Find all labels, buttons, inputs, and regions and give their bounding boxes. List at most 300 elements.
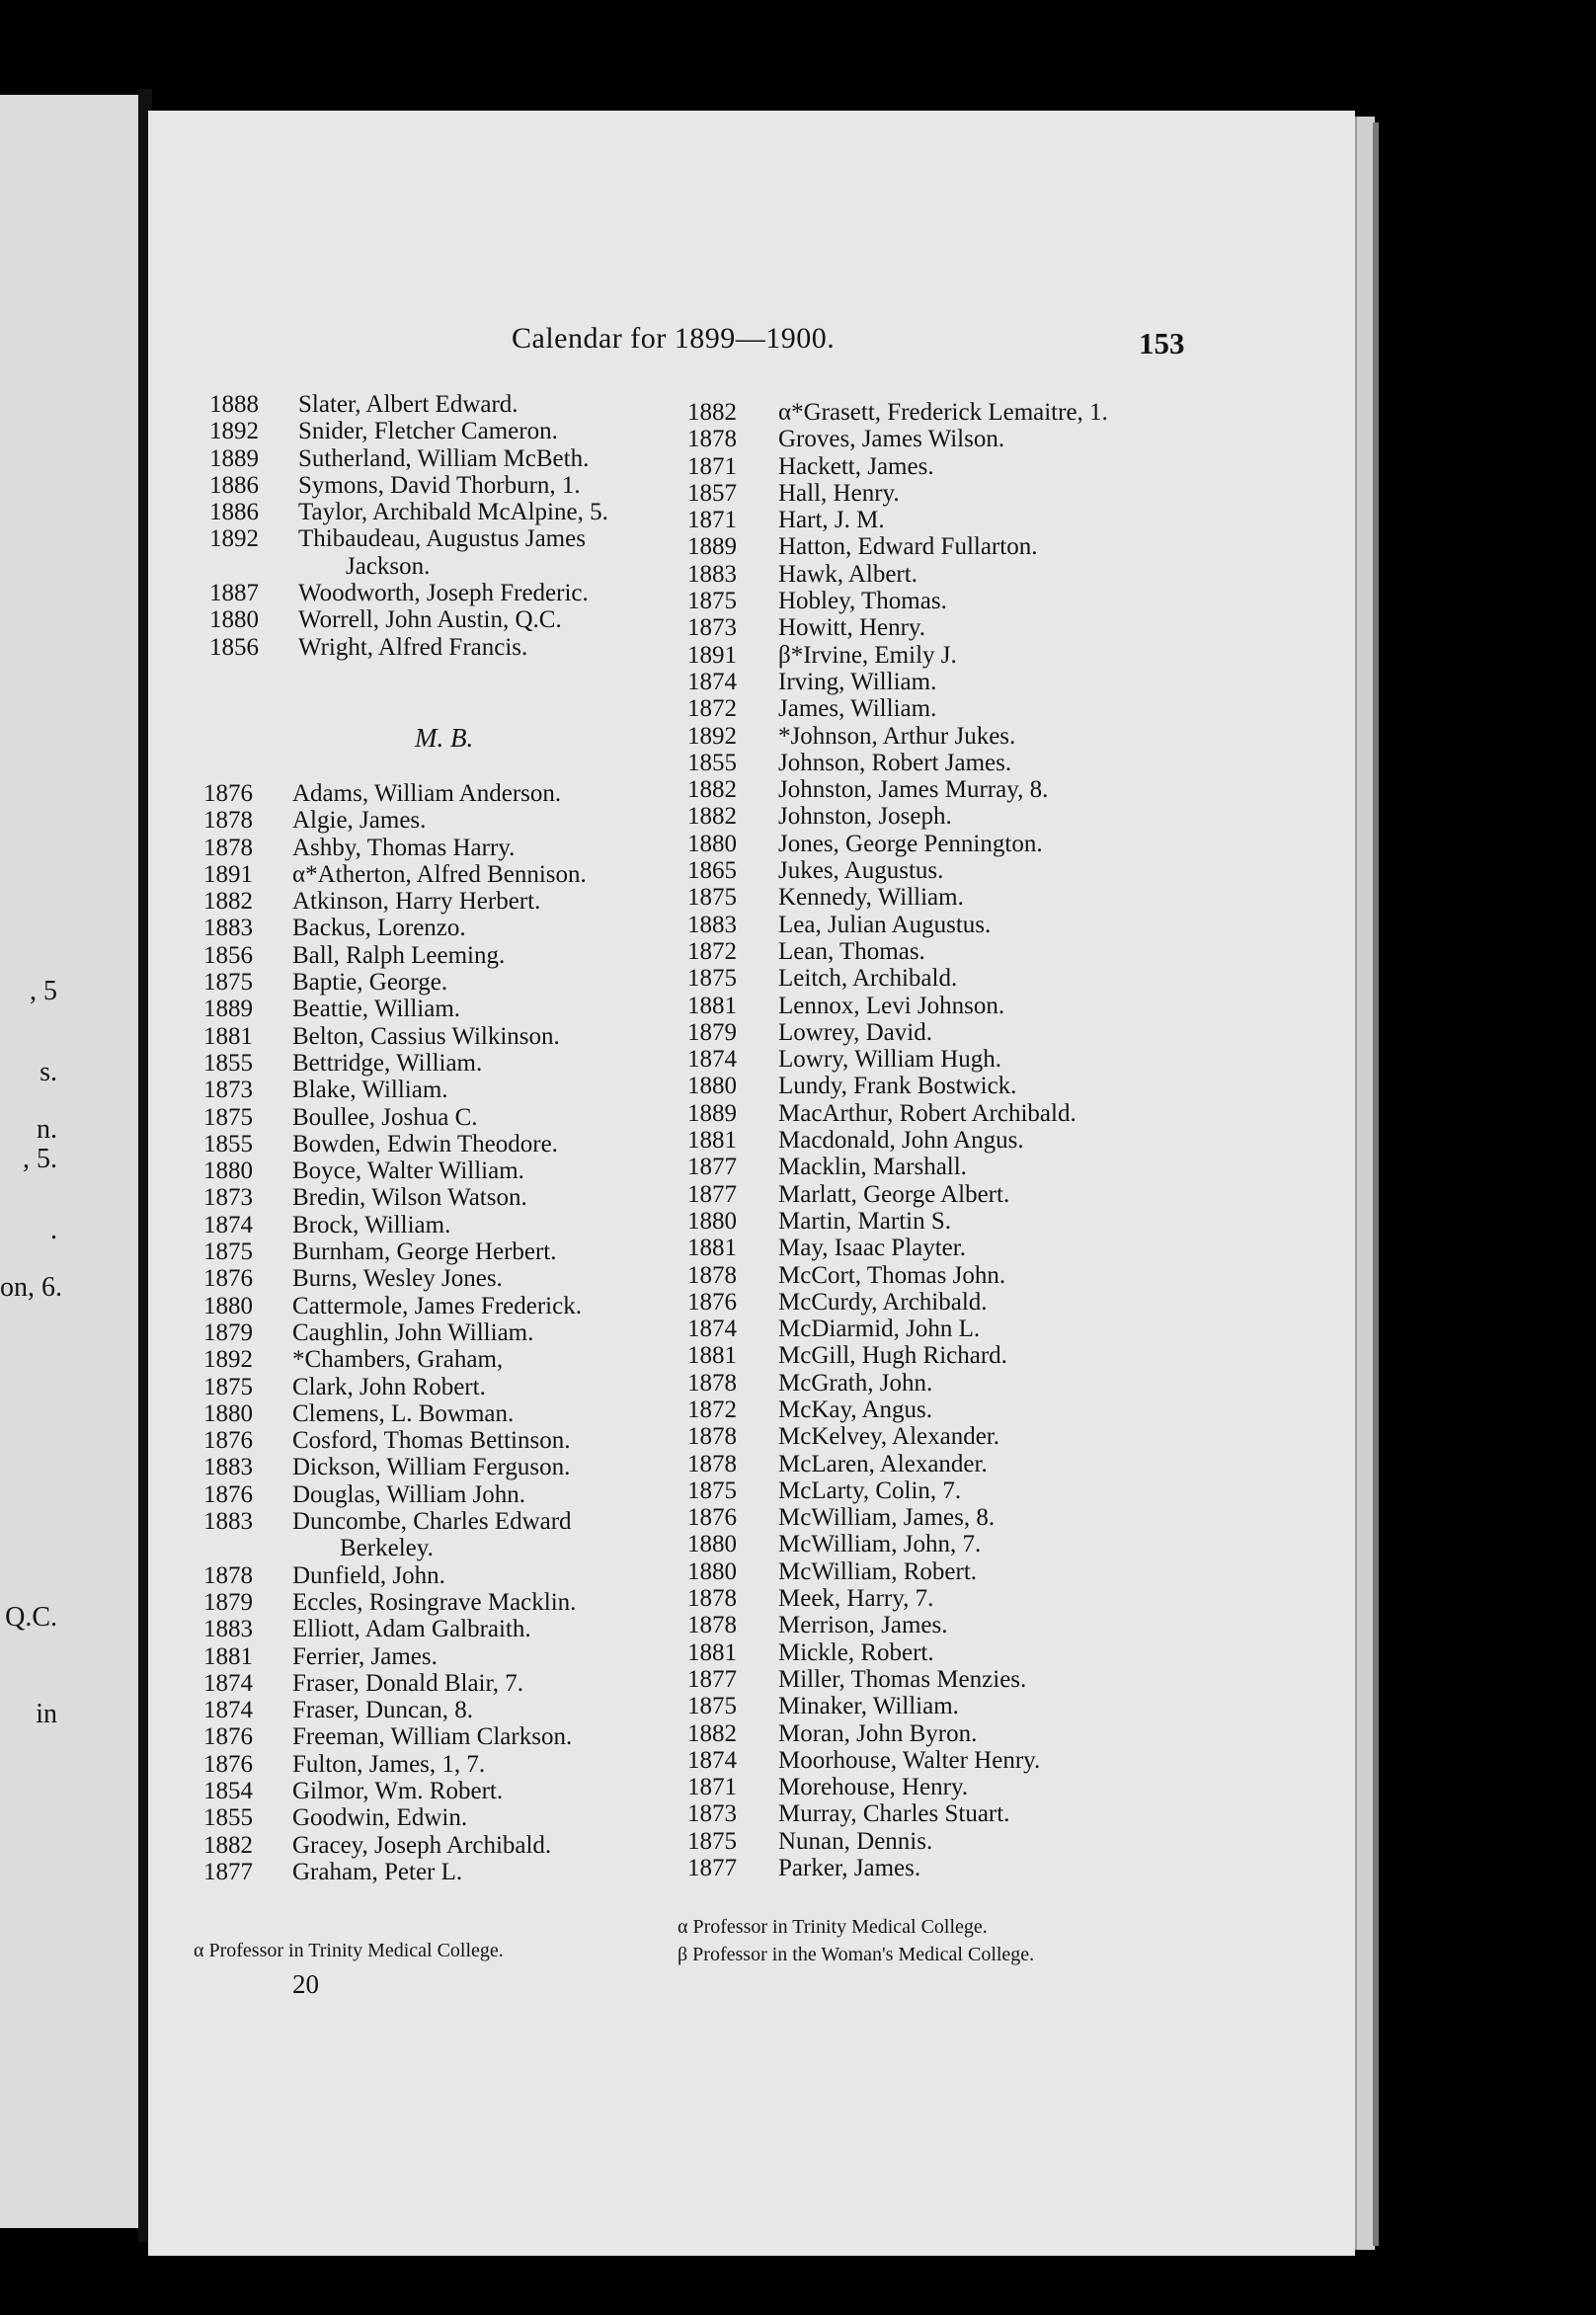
entry-name: Lea, Julian Augustus. — [778, 911, 992, 938]
entry-year: 1873 — [203, 1077, 253, 1104]
entry-year: 1889 — [203, 996, 253, 1023]
list-entry — [687, 938, 1280, 965]
entry-name: α*Grasett, Frederick Lemaitre, 1. — [778, 399, 1108, 426]
entry-name: Baptie, George. — [292, 969, 448, 997]
entry-name: Atkinson, Harry Herbert. — [292, 888, 541, 916]
list-entry — [203, 1616, 717, 1642]
list-entry — [687, 1370, 1280, 1397]
list-entry — [687, 1073, 1280, 1099]
list-entry — [203, 888, 717, 915]
entry-year: 1886 — [209, 499, 259, 526]
entry-year: 1875 — [203, 1373, 253, 1400]
entry-year: 1874 — [687, 1046, 737, 1074]
entry-name: Morehouse, Henry. — [778, 1774, 969, 1801]
entry-name: Clark, John Robert. — [292, 1373, 486, 1400]
list-entry — [687, 1612, 1280, 1638]
entry-year: 1876 — [203, 780, 253, 807]
footnote-line: α Professor in Trinity Medical College. — [194, 1940, 504, 1961]
list-entry — [687, 1558, 1280, 1585]
entry-year: 1882 — [687, 776, 737, 804]
list-entry — [687, 1397, 1280, 1423]
entry-year: 1865 — [687, 857, 737, 885]
list-entry — [203, 1778, 717, 1804]
list-entry — [203, 1265, 717, 1292]
list-entry — [687, 1451, 1280, 1477]
entry-year: 1878 — [203, 1561, 253, 1589]
entry-year: 1880 — [203, 1158, 253, 1185]
entry-name: Snider, Fletcher Cameron. — [298, 418, 558, 445]
entry-name: Cattermole, James Frederick. — [292, 1292, 582, 1319]
entry-year: 1877 — [687, 1154, 737, 1181]
entry-year: 1856 — [203, 941, 253, 969]
entry-name: β*Irvine, Emily J. — [778, 641, 957, 669]
list-entry — [687, 803, 1280, 830]
entry-name: Berkeley. — [340, 1535, 434, 1562]
entry-name: Blake, William. — [292, 1077, 448, 1104]
entry-name: Freeman, William Clarkson. — [292, 1723, 573, 1751]
entry-year: 1871 — [687, 1774, 737, 1801]
entry-year: 1876 — [203, 1427, 253, 1455]
list-entry — [203, 1697, 717, 1723]
list-entry — [687, 1316, 1280, 1342]
entry-year: 1882 — [687, 803, 737, 831]
entry-name: Belton, Cassius Wilkinson. — [292, 1022, 560, 1050]
entry-name: Gracey, Joseph Archibald. — [292, 1831, 552, 1859]
entry-name: Ball, Ralph Leeming. — [292, 941, 506, 969]
entry-name: Burns, Wesley Jones. — [292, 1265, 503, 1293]
entry-year: 1882 — [203, 888, 253, 916]
entry-year: 1876 — [203, 1480, 253, 1508]
entry-name: McWilliam, Robert. — [778, 1557, 978, 1585]
list-entry — [687, 1720, 1280, 1747]
entry-name: Hatton, Edward Fullarton. — [778, 533, 1038, 561]
entry-name: Brock, William. — [292, 1211, 451, 1238]
list-entry — [687, 750, 1280, 776]
entry-year: 1892 — [209, 525, 259, 553]
entry-year: 1882 — [203, 1831, 253, 1859]
list-entry — [203, 1319, 717, 1346]
left-column-mb-list — [203, 780, 717, 1885]
entry-year: 1857 — [687, 479, 737, 507]
list-entry — [687, 1747, 1280, 1774]
entry-name: Johnston, James Murray, 8. — [778, 776, 1049, 804]
entry-name: Fraser, Duncan, 8. — [292, 1697, 473, 1724]
right-column-list — [687, 399, 1280, 1881]
entry-name: Clemens, L. Bowman. — [292, 1399, 515, 1427]
list-entry — [687, 507, 1280, 533]
entry-year: 1872 — [687, 695, 737, 723]
entry-name: Nunan, Dennis. — [778, 1827, 933, 1855]
footnote-line: β Professor in the Woman's Medical College. — [678, 1944, 1035, 1965]
entry-name: Boyce, Walter William. — [292, 1158, 524, 1185]
entry-year: 1874 — [687, 1746, 737, 1774]
list-entry — [203, 1238, 717, 1265]
list-entry — [687, 1342, 1280, 1369]
entry-name: Lowry, William Hugh. — [778, 1046, 1002, 1074]
entry-year: 1872 — [687, 937, 737, 965]
list-entry — [687, 1800, 1280, 1827]
entry-name: Goodwin, Edwin. — [292, 1804, 468, 1832]
entry-year: 1892 — [203, 1346, 253, 1374]
list-entry — [687, 993, 1280, 1019]
list-entry — [687, 561, 1280, 588]
entry-year: 1873 — [687, 614, 737, 642]
page-number: 153 — [1139, 326, 1185, 360]
list-entry — [687, 588, 1280, 614]
entry-year: 1855 — [687, 749, 737, 776]
entry-year: 1881 — [203, 1642, 253, 1670]
list-entry — [203, 915, 717, 941]
list-entry — [687, 533, 1280, 560]
list-entry — [203, 1481, 717, 1508]
entry-name: Johnston, Joseph. — [778, 803, 952, 831]
entry-year: 1877 — [687, 1665, 737, 1693]
entry-year: 1875 — [203, 1238, 253, 1266]
entry-year: 1881 — [687, 1235, 737, 1262]
entry-name: Macdonald, John Angus. — [778, 1127, 1024, 1155]
entry-year: 1882 — [687, 399, 737, 426]
entry-name: Hawk, Albert. — [778, 560, 918, 588]
entry-year: 1880 — [203, 1399, 253, 1427]
entry-year: 1883 — [687, 911, 737, 938]
list-entry — [203, 1400, 717, 1427]
list-entry — [203, 1131, 717, 1158]
list-entry — [203, 1212, 717, 1238]
entry-name: Boullee, Joshua C. — [292, 1103, 478, 1131]
entry-name: Murray, Charles Stuart. — [778, 1800, 1010, 1828]
entry-name: Merrison, James. — [778, 1612, 948, 1639]
entry-name: Gilmor, Wm. Robert. — [292, 1777, 504, 1804]
entry-year: 1881 — [203, 1022, 253, 1050]
list-entry — [687, 669, 1280, 695]
entry-year: 1880 — [209, 606, 259, 634]
entry-name: Groves, James Wilson. — [778, 426, 1005, 453]
list-entry — [687, 1235, 1280, 1261]
entry-year: 1876 — [687, 1288, 737, 1316]
list-entry — [687, 1208, 1280, 1235]
entry-name: Sutherland, William McBeth. — [298, 444, 590, 472]
entry-name: Graham, Peter L. — [292, 1858, 463, 1885]
entry-name: Lowrey, David. — [778, 1018, 932, 1046]
list-entry — [203, 807, 717, 834]
list-entry — [203, 1535, 717, 1561]
entry-year: 1881 — [687, 1638, 737, 1666]
list-entry — [203, 942, 717, 969]
list-entry — [687, 1423, 1280, 1450]
entry-name: Parker, James. — [778, 1855, 921, 1882]
list-entry — [209, 634, 723, 661]
list-entry — [209, 499, 723, 525]
list-entry — [209, 391, 723, 418]
entry-year: 1875 — [687, 1477, 737, 1504]
entry-year: 1883 — [687, 560, 737, 588]
entry-year: 1878 — [203, 807, 253, 835]
entry-name: Hall, Henry. — [778, 479, 900, 507]
list-entry — [687, 965, 1280, 992]
footnote-left — [194, 1940, 504, 1967]
entry-year: 1877 — [687, 1180, 737, 1208]
entry-name: Jones, George Pennington. — [778, 830, 1043, 857]
entry-year: 1882 — [687, 1719, 737, 1747]
entry-year: 1879 — [687, 1018, 737, 1046]
list-entry — [203, 1670, 717, 1697]
list-entry — [203, 780, 717, 807]
list-entry — [209, 525, 723, 552]
entry-name: Lundy, Frank Bostwick. — [778, 1073, 1017, 1100]
entry-name: α*Atherton, Alfred Bennison. — [292, 860, 587, 888]
list-entry — [687, 1585, 1280, 1612]
entry-name: Woodworth, Joseph Frederic. — [298, 580, 589, 607]
list-entry — [203, 1832, 717, 1859]
footnote-line: α Professor in Trinity Medical College. — [678, 1916, 988, 1938]
entry-year: 1886 — [209, 471, 259, 499]
entry-name: McGill, Hugh Richard. — [778, 1342, 1007, 1370]
list-entry — [209, 445, 723, 472]
entry-year: 1875 — [687, 884, 737, 912]
entry-year: 1892 — [687, 722, 737, 750]
entry-name: *Johnson, Arthur Jukes. — [778, 722, 1016, 750]
entry-year: 1892 — [209, 418, 259, 445]
list-entry — [203, 1454, 717, 1480]
entry-year: 1881 — [687, 992, 737, 1019]
entry-name: McWilliam, James, 8. — [778, 1504, 996, 1532]
entry-year: 1876 — [203, 1723, 253, 1751]
entry-name: Moorhouse, Walter Henry. — [778, 1746, 1041, 1774]
entry-year: 1876 — [203, 1265, 253, 1293]
list-entry — [203, 969, 717, 996]
entry-year: 1874 — [687, 668, 737, 695]
entry-year: 1855 — [203, 1130, 253, 1158]
list-entry — [687, 1666, 1280, 1693]
entry-year: 1877 — [687, 1855, 737, 1882]
entry-year: 1880 — [687, 830, 737, 857]
entry-name: McCurdy, Archibald. — [778, 1288, 988, 1316]
entry-name: Leitch, Archibald. — [778, 965, 958, 993]
entry-year: 1875 — [687, 1827, 737, 1855]
list-entry — [209, 472, 723, 499]
list-entry — [687, 1046, 1280, 1073]
section-heading-mb: M. B. — [415, 723, 474, 753]
entry-year: 1876 — [203, 1750, 253, 1778]
entry-year: 1881 — [687, 1127, 737, 1155]
entry-year: 1889 — [687, 533, 737, 561]
list-entry — [203, 996, 717, 1022]
entry-name: Dunfield, John. — [292, 1561, 445, 1589]
entry-year: 1883 — [203, 1454, 253, 1481]
entry-name: Elliott, Adam Galbraith. — [292, 1616, 531, 1643]
list-entry — [203, 1562, 717, 1589]
list-entry — [203, 1158, 717, 1184]
list-entry — [203, 1859, 717, 1885]
entry-name: Hart, J. M. — [778, 507, 885, 534]
entry-year: 1875 — [687, 588, 737, 615]
facing-page-text: , 5 — [30, 976, 57, 1006]
entry-year: 1881 — [687, 1342, 737, 1370]
entry-year: 1878 — [687, 426, 737, 453]
entry-name: Miller, Thomas Menzies. — [778, 1665, 1027, 1693]
entry-name: Bowden, Edwin Theodore. — [292, 1130, 558, 1158]
list-entry — [687, 1019, 1280, 1046]
entry-name: Martin, Martin S. — [778, 1207, 951, 1235]
entry-name: Slater, Albert Edward. — [298, 391, 519, 418]
entry-year: 1880 — [687, 1557, 737, 1585]
entry-name: McLarty, Colin, 7. — [778, 1477, 962, 1504]
list-entry — [687, 614, 1280, 641]
list-entry — [687, 1504, 1280, 1531]
entry-year: 1878 — [203, 834, 253, 861]
entry-name: Bettridge, William. — [292, 1049, 483, 1077]
left-column-top-list — [209, 391, 723, 661]
list-entry — [687, 831, 1280, 857]
signature-mark: 20 — [292, 1969, 319, 1999]
entry-name: Jackson. — [346, 552, 431, 580]
page-edge — [1355, 117, 1375, 2250]
entry-name: Hackett, James. — [778, 452, 934, 480]
list-entry — [687, 1100, 1280, 1127]
list-entry — [203, 835, 717, 861]
list-entry — [203, 1589, 717, 1616]
list-entry — [687, 1262, 1280, 1289]
list-entry — [203, 1643, 717, 1670]
list-entry — [209, 553, 723, 580]
entry-year: 1880 — [687, 1531, 737, 1558]
entry-year: 1854 — [203, 1777, 253, 1804]
list-entry — [203, 1427, 717, 1454]
entry-name: Adams, William Anderson. — [292, 780, 562, 807]
entry-name: Caughlin, John William. — [292, 1318, 534, 1346]
entry-name: May, Isaac Playter. — [778, 1235, 966, 1262]
facing-page-text: s. — [40, 1057, 57, 1087]
list-entry — [203, 1184, 717, 1211]
entry-name: Macklin, Marshall. — [778, 1154, 967, 1181]
list-entry — [687, 1855, 1280, 1881]
entry-year: 1883 — [203, 1616, 253, 1643]
entry-name: *Chambers, Graham, — [292, 1346, 504, 1374]
list-entry — [687, 1828, 1280, 1855]
facing-page-text: on, 6. — [0, 1272, 62, 1303]
entry-name: Thibaudeau, Augustus James — [298, 525, 586, 553]
list-entry — [687, 695, 1280, 722]
entry-year: 1888 — [209, 391, 259, 418]
list-entry — [687, 1531, 1280, 1557]
list-entry — [687, 480, 1280, 507]
entry-name: McKelvey, Alexander. — [778, 1423, 999, 1451]
list-entry — [687, 884, 1280, 911]
facing-page-text: . — [50, 1215, 57, 1245]
entry-year: 1891 — [687, 641, 737, 669]
entry-year: 1889 — [209, 444, 259, 472]
entry-name: Douglas, William John. — [292, 1480, 526, 1508]
list-entry — [203, 1508, 717, 1535]
entry-year: 1856 — [209, 633, 259, 661]
page-edge-shadow — [1373, 122, 1379, 2246]
entry-name: Worrell, John Austin, Q.C. — [298, 606, 562, 634]
entry-name: McCort, Thomas John. — [778, 1261, 1006, 1289]
entry-year: 1871 — [687, 452, 737, 480]
list-entry — [687, 912, 1280, 938]
entry-name: Hobley, Thomas. — [778, 588, 947, 615]
entry-name: Algie, James. — [292, 807, 427, 835]
entry-year: 1875 — [203, 1103, 253, 1131]
facing-page-text: , 5. — [23, 1144, 57, 1174]
entry-name: Eccles, Rosingrave Macklin. — [292, 1588, 577, 1616]
entry-name: James, William. — [778, 695, 937, 723]
entry-year: 1891 — [203, 860, 253, 888]
running-header: Calendar for 1899—1900. — [512, 322, 836, 355]
entry-year: 1875 — [687, 1693, 737, 1720]
entry-name: Moran, John Byron. — [778, 1719, 978, 1747]
entry-name: Bredin, Wilson Watson. — [292, 1184, 527, 1212]
list-entry — [687, 776, 1280, 803]
entry-name: Taylor, Archibald McAlpine, 5. — [298, 499, 608, 526]
entry-name: Lean, Thomas. — [778, 937, 925, 965]
list-entry — [687, 1477, 1280, 1504]
entry-name: Symons, David Thorburn, 1. — [298, 471, 581, 499]
list-entry — [687, 1289, 1280, 1316]
list-entry — [203, 1050, 717, 1077]
list-entry — [203, 1374, 717, 1400]
entry-year: 1875 — [687, 965, 737, 993]
entry-name: Jukes, Augustus. — [778, 857, 944, 885]
entry-year: 1878 — [687, 1423, 737, 1451]
entry-name: Johnson, Robert James. — [778, 749, 1012, 776]
entry-year: 1879 — [203, 1588, 253, 1616]
entry-name: Ferrier, James. — [292, 1642, 438, 1670]
entry-name: Cosford, Thomas Bettinson. — [292, 1427, 571, 1455]
entry-name: Minaker, William. — [778, 1693, 959, 1720]
entry-year: 1878 — [687, 1450, 737, 1477]
list-entry — [687, 857, 1280, 884]
entry-year: 1880 — [203, 1292, 253, 1319]
entry-name: Ashby, Thomas Harry. — [292, 834, 516, 861]
entry-name: Lennox, Levi Johnson. — [778, 992, 1005, 1019]
entry-year: 1855 — [203, 1049, 253, 1077]
facing-page-text: in — [36, 1699, 57, 1729]
entry-name: Irving, William. — [778, 668, 937, 695]
facing-page-text: Q.C. — [5, 1602, 57, 1633]
entry-year: 1877 — [203, 1858, 253, 1885]
entry-year: 1878 — [687, 1585, 737, 1613]
entry-year: 1883 — [203, 915, 253, 942]
list-entry — [687, 723, 1280, 750]
list-entry — [687, 1774, 1280, 1800]
list-entry — [203, 1751, 717, 1778]
entry-name: McGrath, John. — [778, 1369, 933, 1397]
entry-name: Kennedy, William. — [778, 884, 964, 912]
entry-year: 1887 — [209, 580, 259, 607]
entry-year: 1874 — [203, 1697, 253, 1724]
list-entry — [687, 399, 1280, 426]
entry-name: Wright, Alfred Francis. — [298, 633, 528, 661]
entry-year: 1855 — [203, 1804, 253, 1832]
entry-year: 1872 — [687, 1396, 737, 1423]
entry-year: 1871 — [687, 507, 737, 534]
list-entry — [203, 861, 717, 888]
list-entry — [209, 418, 723, 444]
entry-name: Fraser, Donald Blair, 7. — [292, 1669, 524, 1697]
list-entry — [687, 642, 1280, 669]
entry-name: Burnham, George Herbert. — [292, 1238, 557, 1266]
list-entry — [203, 1023, 717, 1050]
entry-name: Meek, Harry, 7. — [778, 1585, 934, 1613]
entry-year: 1883 — [203, 1508, 253, 1536]
list-entry — [687, 453, 1280, 480]
list-entry — [687, 1693, 1280, 1719]
list-entry — [687, 1181, 1280, 1208]
entry-year: 1878 — [687, 1612, 737, 1639]
entry-year: 1876 — [687, 1504, 737, 1532]
entry-name: Howitt, Henry. — [778, 614, 926, 642]
